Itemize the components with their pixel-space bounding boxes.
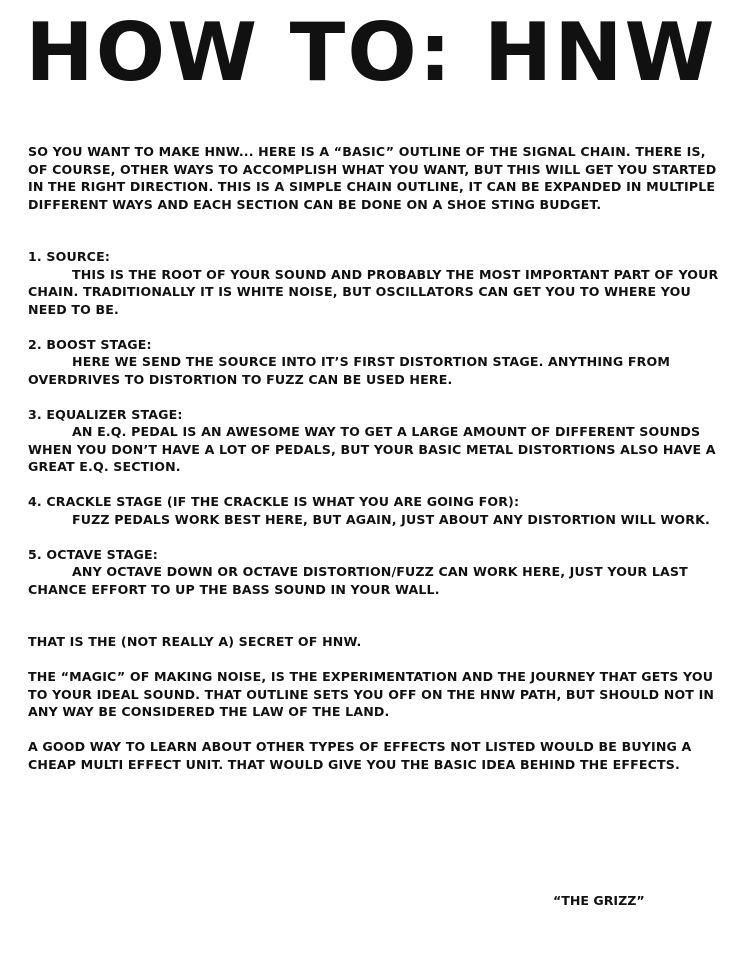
section-body: THIS IS THE ROOT OF YOUR SOUND AND PROBABLY THE MOST IMPORTANT PART OF YOUR CHAIN. TRADITIONALLY IT IS WHITE NOISE, BUT OSCILLATORS CAN GET YOU TO WHERE YOU NEED TO BE. <box>28 266 719 317</box>
document-body <box>28 143 728 773</box>
magic-paragraph: THE “MAGIC” OF MAKING NOISE, IS THE EXPERIMENTATION AND THE JOURNEY THAT GETS YOU TO YOUR IDEAL SOUND. THAT OUTLINE SETS YOU OFF ON THE HNW PATH, BUT SHOULD NOT IN ANY WAY BE CONSIDERED THE LAW OF THE LAND. <box>28 669 715 719</box>
section-octave-stage <box>28 546 728 599</box>
secret-paragraph: THAT IS THE (NOT REALLY A) SECRET OF HNW. <box>28 634 362 649</box>
signature: “THE GRIZZ” <box>553 893 645 908</box>
section-heading: 5. OCTAVE STAGE: <box>28 546 158 562</box>
section-heading: 1. SOURCE: <box>28 249 111 264</box>
intro-paragraph: SO YOU WANT TO MAKE HNW... HERE IS A “BASIC” OUTLINE OF THE SIGNAL CHAIN. THERE IS, OF COURSE, OTHER WAYS TO ACCOMPLISH WHAT YOU WANT, BUT THIS WILL GET YOU STARTED IN THE RIGHT DIRECTION. THIS IS A SIMPLE CHAIN OUTLINE, IT CAN BE EXPANDED IN MULTIPLE DIFFERENT WAYS AND EACH SECTION CAN BE DONE ON A SHOE STING BUDGET. <box>28 144 717 212</box>
section-equalizer-stage <box>28 406 728 476</box>
section-heading: 4. CRACKLE STAGE (IF THE CRACKLE IS WHAT YOU ARE GOING FOR): <box>28 494 520 509</box>
section-source <box>28 248 728 318</box>
section-heading: 2. BOOST STAGE: <box>28 336 152 352</box>
section-crackle-stage <box>28 493 728 528</box>
section-body: ANY OCTAVE DOWN OR OCTAVE DISTORTION/FUZZ CAN WORK HERE, JUST YOUR LAST CHANCE EFFORT TO UP THE BASS SOUND IN YOUR WALL. <box>28 564 688 597</box>
section-body: FUZZ PEDALS WORK BEST HERE, BUT AGAIN, JUST ABOUT ANY DISTORTION WILL WORK. <box>72 511 710 527</box>
advice-paragraph: A GOOD WAY TO LEARN ABOUT OTHER TYPES OF EFFECTS NOT LISTED WOULD BE BUYING A CHEAP MULTI EFFECT UNIT. THAT WOULD GIVE YOU THE BASIC IDEA BEHIND THE EFFECTS. <box>28 739 692 772</box>
section-body: HERE WE SEND THE SOURCE INTO IT’S FIRST DISTORTION STAGE. ANYTHING FROM OVERDRIVES TO DISTORTION TO FUZZ CAN BE USED HERE. <box>28 354 671 387</box>
section-heading: 3. EQUALIZER STAGE: <box>28 406 183 422</box>
section-body: AN E.Q. PEDAL IS AN AWESOME WAY TO GET A LARGE AMOUNT OF DIFFERENT SOUNDS WHEN YOU DON’T HAVE A LOT OF PEDALS, BUT YOUR BASIC METAL DISTORTIONS ALSO HAVE A GREAT E.Q. SECTION. <box>28 424 716 474</box>
page-title: HOW TO: HNW <box>25 6 717 99</box>
section-boost-stage <box>28 336 728 389</box>
